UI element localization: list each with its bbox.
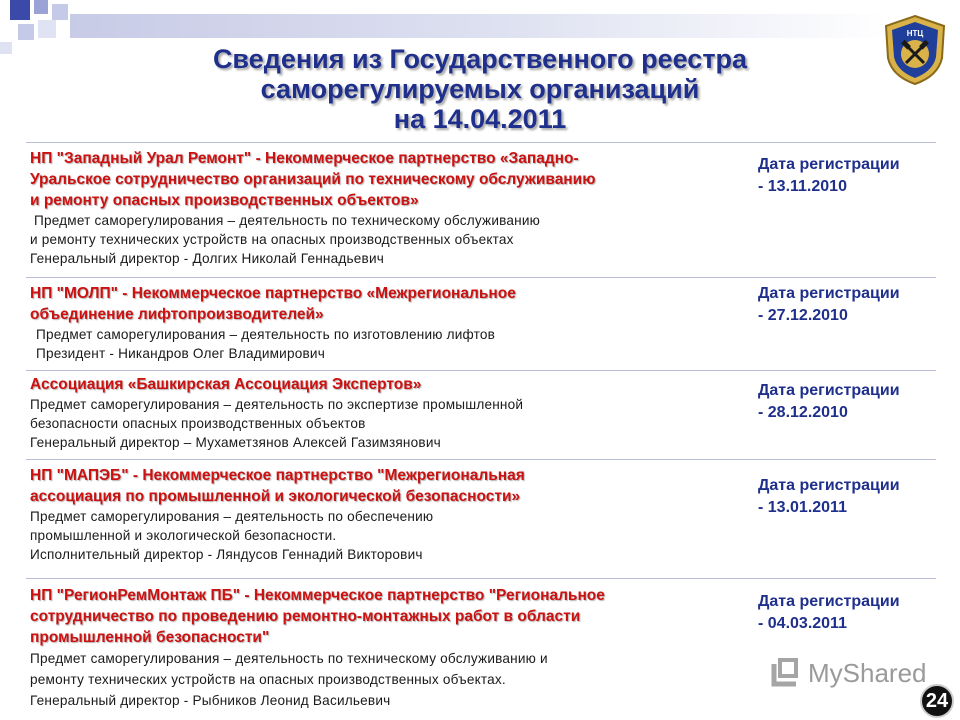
org-line: сотрудничество по проведению ремонтно-монтажных работ в области — [30, 608, 581, 625]
org-description — [30, 211, 730, 268]
org-line: и ремонту опасных производственных объектов» — [30, 192, 419, 209]
registration-date: - 13.01.2011 — [758, 499, 847, 516]
registration-info — [758, 475, 938, 519]
org-name — [30, 465, 730, 507]
desc-line: Генеральный директор - Долгих Николай Геннадьевич — [30, 251, 385, 266]
desc-line: Исполнительный директор - Ляндусов Геннадий Викторович — [30, 547, 423, 562]
org-name — [30, 585, 730, 648]
desc-line: и ремонту технических устройств на опасных производственных объектах — [30, 232, 514, 247]
registration-label: Дата регистрации — [758, 156, 900, 173]
slide-title — [150, 44, 810, 134]
desc-line: Предмет саморегулирования – деятельность по техническому обслуживанию — [30, 213, 541, 228]
desc-line: Предмет саморегулирования – деятельность по экспертизе промышленной — [30, 397, 524, 412]
desc-line: безопасности опасных производственных объектов — [30, 416, 366, 431]
registration-info — [758, 283, 938, 327]
org-description — [30, 507, 730, 564]
logo-text: НТЦ — [906, 29, 924, 38]
org-line: НП "Западный Урал Ремонт" - Некоммерческое партнерство «Западно- — [30, 150, 579, 167]
page-number-badge: 24 — [920, 684, 954, 718]
desc-line: Генеральный директор - Рыбников Леонид Васильевич — [30, 693, 391, 708]
desc-line: Президент - Никандров Олег Владимирович — [36, 346, 325, 361]
desc-line: Предмет саморегулирования – деятельность по обеспечению — [30, 509, 434, 524]
ntc-logo-icon — [882, 14, 948, 86]
registration-date: - 27.12.2010 — [758, 307, 848, 324]
watermark-text: MyShared — [808, 658, 927, 688]
org-name — [30, 148, 730, 211]
myshared-watermark — [768, 655, 928, 691]
myshared-logo-icon — [768, 656, 802, 690]
org-line: Уральское сотрудничество организаций по техническому обслуживанию — [30, 171, 596, 188]
org-description — [30, 325, 730, 363]
title-line-1: Сведения из Государственного реестра — [212, 44, 748, 74]
row-separator — [26, 277, 936, 278]
org-line: промышленной безопасности" — [30, 629, 270, 646]
row-separator — [26, 370, 936, 371]
header-gradient-bar — [70, 14, 890, 38]
org-line: НП "МОЛП" - Некоммерческое партнерство «Межрегиональное — [30, 285, 516, 302]
title-line-2: саморегулируемых организаций — [260, 74, 700, 104]
row-separator — [26, 578, 936, 579]
org-description — [30, 648, 730, 711]
org-name — [30, 283, 730, 325]
org-line: НП "МАПЭБ" - Некоммерческое партнерство "Межрегиональная — [30, 467, 525, 484]
org-line: объединение лифтопроизводителей» — [30, 306, 324, 323]
org-name — [30, 374, 730, 395]
registration-info — [758, 380, 938, 424]
title-line-3: на 14.04.2011 — [393, 104, 567, 134]
desc-line: Предмет саморегулирования – деятельность по техническому обслуживанию и — [30, 651, 548, 666]
registration-label: Дата регистрации — [758, 477, 900, 494]
registration-date: - 04.03.2011 — [758, 615, 847, 632]
corner-decoration — [0, 0, 80, 60]
desc-line: промышленной и экологической безопасности. — [30, 528, 337, 543]
row-separator — [26, 459, 936, 460]
registration-info — [758, 154, 938, 198]
row-separator — [26, 142, 936, 143]
org-description — [30, 395, 730, 452]
desc-line: Генеральный директор – Мухаметзянов Алексей Газимзянович — [30, 435, 441, 450]
desc-line: ремонту технических устройств на опасных производственных объектах. — [30, 672, 506, 687]
org-line: Ассоциация «Башкирская Ассоциация Экспертов» — [30, 376, 422, 393]
org-line: НП "РегионРемМонтаж ПБ" - Некоммерческое партнерство "Региональное — [30, 587, 605, 604]
org-line: ассоциация по промышленной и экологической безопасности» — [30, 488, 521, 505]
registration-date: - 28.12.2010 — [758, 404, 848, 421]
registration-label: Дата регистрации — [758, 285, 900, 302]
registration-date: - 13.11.2010 — [758, 178, 847, 195]
desc-line: Предмет саморегулирования – деятельность по изготовлению лифтов — [36, 327, 496, 342]
registration-label: Дата регистрации — [758, 593, 900, 610]
registration-label: Дата регистрации — [758, 382, 900, 399]
registration-info — [758, 591, 938, 635]
